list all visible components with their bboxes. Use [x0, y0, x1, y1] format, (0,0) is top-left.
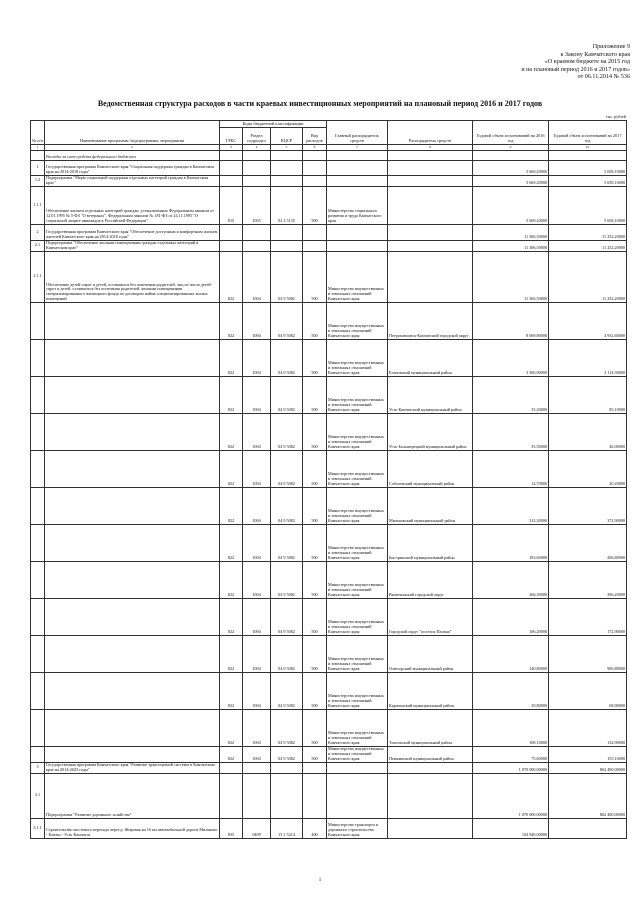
row-number [31, 376, 45, 413]
table-row [31, 487, 627, 524]
row-kvr: 500 [303, 635, 327, 672]
header-main-manager: Главный распорядитель средств [327, 121, 388, 145]
row-recipient [388, 175, 473, 186]
header-kvr: Вид расходов [303, 128, 327, 145]
row-main-manager: Министерство транспорта и дорожного строительства Камчатского края [327, 818, 388, 838]
row-grbs: 822 [220, 302, 243, 339]
row-name [45, 487, 220, 524]
header-grbs: ГРБС [220, 128, 243, 145]
row-grbs [220, 762, 243, 773]
row-section [243, 175, 271, 186]
row-ksr: 04 9 5082 [271, 339, 303, 376]
row-amount-2017: 296,20000 [549, 561, 627, 598]
row-amount-2016: 103,60000 [473, 524, 549, 561]
row-name: Обеспечение детей-сирот и детей, оставшихся без попечения родителей, лиц из числа детей-сирот и детей, оставшихся без попечения родителей, жилыми помещениями специализированного жилищного фонда по договорам найма специализированных жилых помещений [45, 251, 220, 302]
row-recipient [388, 818, 473, 838]
row-amount-2017: 206,80000 [549, 524, 627, 561]
row-section: 1004 [243, 302, 271, 339]
row-main-manager: Министерство имущественных и земельных отношений Камчатского края [327, 302, 388, 339]
row-kvr: 500 [303, 709, 327, 746]
row-ksr: 04 9 5082 [271, 598, 303, 635]
row-number [31, 561, 45, 598]
row-name [45, 524, 220, 561]
header-codes: Коды бюджетной классификации [220, 121, 327, 128]
row-name [45, 635, 220, 672]
table-row [31, 251, 627, 302]
table-row [31, 709, 627, 746]
header-2017: Годовой объем ассигнований на 2017 год [549, 121, 627, 145]
row-kvr: 400 [303, 818, 327, 838]
row-ksr: 04 9 5082 [271, 746, 303, 762]
row-ksr: 04 9 5082 [271, 376, 303, 413]
row-main-manager: Министерство имущественных и земельных отношений Камчатского края [327, 450, 388, 487]
table-row [31, 224, 627, 240]
row-amount-2016: 11 306,50000 [473, 240, 549, 251]
row-main-manager: Министерство имущественных и земельных отношений Камчатского края [327, 672, 388, 709]
row-amount-2016: 11 306,50000 [473, 224, 549, 240]
row-name [45, 413, 220, 450]
row-amount-2016: 5 669,20000 [473, 186, 549, 224]
expenditure-table [30, 120, 627, 839]
appendix-line: и на плановый период 2016 и 2017 годов» [521, 66, 630, 73]
row-grbs: 822 [220, 251, 243, 302]
row-amount-2016: 14,70000 [473, 450, 549, 487]
row-section: 1004 [243, 413, 271, 450]
row-recipient: Карагинский муниципальный район [388, 672, 473, 709]
row-amount-2017 [549, 818, 627, 838]
appendix-line: от 06.11.2014 № 536 [577, 74, 630, 81]
row-kvr: 500 [303, 339, 327, 376]
row-grbs: 822 [220, 746, 243, 762]
row-section [243, 160, 271, 175]
row-amount-2016: 1 070 000,00000 [473, 773, 549, 818]
header-num: № п/п [31, 121, 45, 145]
row-number [31, 450, 45, 487]
table-row [31, 160, 627, 175]
row-kvr [303, 762, 327, 773]
row-name: Государственная программа Камчатского края "Обеспечение доступным и комфортным жильем жителей Камчатского края на 2014-2018 годы" [45, 224, 220, 240]
row-main-manager: Министерство имущественных и земельных отношений Камчатского края [327, 339, 388, 376]
row-main-manager: Министерство имущественных и земельных отношений Камчатского края [327, 413, 388, 450]
table-row [31, 240, 627, 251]
row-amount-2016: 104 940,00000 [473, 818, 549, 838]
row-section: 1004 [243, 672, 271, 709]
table-row [31, 773, 627, 818]
row-name: Подпрограмма "Развитие дорожного хозяйства" [45, 773, 220, 818]
row-amount-2016: 140,80000 [473, 635, 549, 672]
row-grbs: 822 [220, 339, 243, 376]
row-section: 1004 [243, 561, 271, 598]
row-kvr [303, 773, 327, 818]
row-recipient [388, 251, 473, 302]
row-recipient: Пенжинский муниципальный район [388, 746, 473, 762]
row-number: 1.1.1 [31, 186, 45, 224]
row-number [31, 598, 45, 635]
row-section: 1004 [243, 376, 271, 413]
row-kvr [303, 175, 327, 186]
row-amount-2017: 155,10000 [549, 746, 627, 762]
row-name [45, 376, 220, 413]
row-amount-2016: 35,50000 [473, 413, 549, 450]
row-kvr: 500 [303, 376, 327, 413]
row-name [45, 709, 220, 746]
header-name: Наименование программы /подпрограммы, мероприятия [45, 121, 220, 145]
row-section: 1004 [243, 709, 271, 746]
row-amount-2017: 85,10000 [549, 376, 627, 413]
row-amount-2016: 11 306,50000 [473, 251, 549, 302]
column-number: 8 [388, 145, 473, 151]
row-section [243, 240, 271, 251]
row-ksr: 04 9 5082 [271, 450, 303, 487]
row-amount-2017: 11 252,20000 [549, 224, 627, 240]
row-name: Строительство мостового перехода через р. Жировая на 16 км автомобильной дороги Мильково - Ключи - Усть-Камчатск [45, 818, 220, 838]
row-grbs: 822 [220, 709, 243, 746]
row-main-manager [327, 762, 388, 773]
row-section: 1004 [243, 635, 271, 672]
row-main-manager [327, 773, 388, 818]
row-main-manager: Министерство имущественных и земельных отношений Камчатского края [327, 251, 388, 302]
row-recipient: Вилючинский городской округ [388, 561, 473, 598]
row-recipient [388, 762, 473, 773]
row-grbs: 822 [220, 598, 243, 635]
row-kvr: 500 [303, 598, 327, 635]
row-grbs [220, 224, 243, 240]
row-kvr: 500 [303, 746, 327, 762]
funding-source-label: Расходы за счет средств федерального бюджета [45, 150, 220, 160]
row-recipient: Усть-Камчатский муниципальный район [388, 376, 473, 413]
row-ksr: 04 9 5082 [271, 251, 303, 302]
row-name [45, 302, 220, 339]
row-amount-2016: 106,20000 [473, 598, 549, 635]
row-number [31, 302, 45, 339]
row-main-manager: Министерство имущественных и земельных отношений Камчатского края [327, 376, 388, 413]
row-section [243, 762, 271, 773]
row-number: 3.1 [31, 773, 45, 818]
row-name: Государственная программа Камчатского края "Развитие транспортной системы в Камчатском крае на 2014-2025 годы" [45, 762, 220, 773]
row-amount-2017: 68,90000 [549, 672, 627, 709]
row-kvr: 500 [303, 487, 327, 524]
appendix-line: к Закону Камчатского края [560, 51, 630, 58]
row-ksr [271, 160, 303, 175]
row-number: 3 [31, 762, 45, 773]
row-amount-2017: 5 658,10000 [549, 175, 627, 186]
row-recipient: Олюторский муниципальный район [388, 635, 473, 672]
table-row [31, 175, 627, 186]
row-ksr: 15 1 5214 [271, 818, 303, 838]
row-grbs: 822 [220, 524, 243, 561]
row-ksr [271, 773, 303, 818]
header-recipient: Распорядитель средств [388, 121, 473, 145]
row-number: 2.1 [31, 240, 45, 251]
row-grbs: 815 [220, 186, 243, 224]
row-grbs: 822 [220, 413, 243, 450]
row-amount-2017: 5 658,10000 [549, 160, 627, 175]
row-grbs: 822 [220, 635, 243, 672]
page-title: Ведомственная структура расходов в части краевых инвестиционных мероприятий на плановый период 2016 и 2017 годов [97, 99, 543, 108]
row-ksr: 04 9 5082 [271, 561, 303, 598]
row-number [31, 672, 45, 709]
row-ksr [271, 240, 303, 251]
row-grbs: 822 [220, 672, 243, 709]
row-section: 1004 [243, 746, 271, 762]
table-row [31, 302, 627, 339]
row-main-manager: Министерство имущественных и земельных отношений Камчатского края [327, 598, 388, 635]
table-row [31, 450, 627, 487]
row-section: 0409 [243, 818, 271, 838]
row-recipient: Тигильский муниципальный район [388, 709, 473, 746]
appendix-line: «О краевом бюджете на 2015 год [544, 59, 630, 66]
row-amount-2016: 312,30000 [473, 487, 549, 524]
row-recipient: Мильковский муниципальный район [388, 487, 473, 524]
row-kvr [303, 240, 327, 251]
row-number: 1.2 [31, 175, 45, 186]
row-amount-2017: 862 400,00000 [549, 762, 627, 773]
row-main-manager: Министерство имущественных и земельных отношений Камчатского края [327, 524, 388, 561]
table-row [31, 672, 627, 709]
row-main-manager [327, 175, 388, 186]
row-kvr: 500 [303, 251, 327, 302]
row-recipient: Елизовский муниципальный район [388, 339, 473, 376]
row-recipient [388, 224, 473, 240]
header-ksr: КЦСР [271, 128, 303, 145]
row-kvr: 500 [303, 413, 327, 450]
row-section: 1004 [243, 524, 271, 561]
row-number: 3.1.1 [31, 818, 45, 838]
units-label: тыс. рублей [606, 114, 626, 119]
row-name: Подпрограмма "Меры социальной поддержки отдельных категорий граждан в Камчатском крае" [45, 175, 220, 186]
row-kvr [303, 160, 327, 175]
column-number: 6 [303, 145, 327, 151]
column-number: 2 [45, 145, 220, 151]
row-ksr: 04 9 5082 [271, 413, 303, 450]
header-section: Раздел подраздел [243, 128, 271, 145]
row-amount-2016: 3 306,90000 [473, 339, 549, 376]
row-grbs: 822 [220, 487, 243, 524]
row-grbs [220, 175, 243, 186]
row-recipient [388, 773, 473, 818]
row-section: 1004 [243, 598, 271, 635]
row-amount-2017: 372,90000 [549, 487, 627, 524]
row-ksr: 04 9 5082 [271, 302, 303, 339]
row-main-manager [327, 224, 388, 240]
row-amount-2016: 266,30000 [473, 561, 549, 598]
row-main-manager: Министерство имущественных и земельных отношений Камчатского края [327, 746, 388, 762]
row-kvr [303, 224, 327, 240]
row-name [45, 339, 220, 376]
row-recipient: Петропавловск-Камчатский городской округ [388, 302, 473, 339]
row-kvr: 500 [303, 450, 327, 487]
row-section: 1004 [243, 487, 271, 524]
row-amount-2016: 108,10000 [473, 709, 549, 746]
row-name [45, 598, 220, 635]
row-number [31, 487, 45, 524]
table-row [31, 339, 627, 376]
column-number: 4 [243, 145, 271, 151]
table-row [31, 413, 627, 450]
row-number [31, 709, 45, 746]
appendix-line: Приложение 9 [592, 44, 630, 50]
row-amount-2016: 8 069,80000 [473, 302, 549, 339]
row-ksr: 04 9 5082 [271, 524, 303, 561]
row-grbs: 822 [220, 450, 243, 487]
row-number [31, 635, 45, 672]
row-section: 1003 [243, 186, 271, 224]
row-number: 1 [31, 160, 45, 175]
table-row [31, 818, 627, 838]
column-number: 10 [549, 145, 627, 151]
table-row [31, 376, 627, 413]
header-2016: Годовой объем ассигнований на 2016 год [473, 121, 549, 145]
row-main-manager: Министерство имущественных и земельных отношений Камчатского края [327, 561, 388, 598]
row-amount-2016: 75,60000 [473, 746, 549, 762]
row-name [45, 450, 220, 487]
row-amount-2017: 172,90000 [549, 598, 627, 635]
row-amount-2017: 862 400,00000 [549, 773, 627, 818]
row-amount-2017: 5 658,10000 [549, 186, 627, 224]
row-number [31, 524, 45, 561]
appendix-block [521, 44, 630, 82]
row-recipient [388, 240, 473, 251]
row-ksr: 04 9 5082 [271, 709, 303, 746]
row-ksr [271, 762, 303, 773]
row-number [31, 413, 45, 450]
row-number: 2.1.1 [31, 251, 45, 302]
table-row [31, 746, 627, 762]
column-number: 9 [473, 145, 549, 151]
row-recipient: Соболевский муниципальный район [388, 450, 473, 487]
row-main-manager: Министерство имущественных и земельных отношений Камчатского края [327, 487, 388, 524]
row-amount-2017: 4 932,60000 [549, 302, 627, 339]
table-row [31, 524, 627, 561]
column-number: 7 [327, 145, 388, 151]
row-main-manager [327, 240, 388, 251]
row-kvr: 500 [303, 672, 327, 709]
row-recipient [388, 186, 473, 224]
row-recipient: Быстринский муниципальный район [388, 524, 473, 561]
table-row [31, 635, 627, 672]
row-number [31, 746, 45, 762]
row-ksr: 04 9 5082 [271, 672, 303, 709]
row-name [45, 561, 220, 598]
table-row [31, 186, 627, 224]
funding-source-row [31, 150, 627, 160]
row-section [243, 224, 271, 240]
table-row [31, 598, 627, 635]
table-row [31, 561, 627, 598]
row-ksr: 04 9 5082 [271, 635, 303, 672]
row-amount-2016: 35,20000 [473, 376, 549, 413]
row-kvr: 500 [303, 186, 327, 224]
row-recipient [388, 160, 473, 175]
row-kvr: 500 [303, 524, 327, 561]
row-amount-2016: 29,80000 [473, 672, 549, 709]
row-section: 1004 [243, 450, 271, 487]
row-amount-2017: 11 252,20000 [549, 240, 627, 251]
row-ksr: 04 9 5082 [271, 487, 303, 524]
row-grbs: 822 [220, 376, 243, 413]
row-grbs [220, 240, 243, 251]
row-name [45, 746, 220, 762]
row-recipient: Усть-Большерецкий муниципальный район [388, 413, 473, 450]
row-ksr [271, 224, 303, 240]
row-grbs [220, 160, 243, 175]
column-number: 5 [271, 145, 303, 151]
row-amount-2017: 906,80000 [549, 635, 627, 672]
row-amount-2017: 20,20000 [549, 450, 627, 487]
row-kvr: 500 [303, 302, 327, 339]
row-recipient: Городской округ "поселок Палана" [388, 598, 473, 635]
column-number: 1 [31, 145, 45, 151]
row-main-manager: Министерство имущественных и земельных отношений Камчатского края [327, 709, 388, 746]
row-main-manager: Министерство имущественных и земельных отношений Камчатского края [327, 635, 388, 672]
row-amount-2017: 3 114,30000 [549, 339, 627, 376]
row-amount-2016: 5 669,20000 [473, 160, 549, 175]
page-number: 1 [318, 878, 322, 883]
row-grbs [220, 773, 243, 818]
row-name: Государственная программа Камчатского края "Социальная поддержка граждан в Камчатском крае на 2014-2018 годы" [45, 160, 220, 175]
row-section: 1004 [243, 339, 271, 376]
row-section [243, 773, 271, 818]
row-amount-2016: 5 669,20000 [473, 175, 549, 186]
row-section: 1004 [243, 251, 271, 302]
row-main-manager: Министерство социального развития и труда Камчатского края [327, 186, 388, 224]
row-amount-2016: 1 070 000,00000 [473, 762, 549, 773]
row-amount-2017: 11 252,20000 [549, 251, 627, 302]
row-number [31, 339, 45, 376]
row-amount-2017: 132,90000 [549, 709, 627, 746]
row-grbs: 822 [220, 561, 243, 598]
table-row [31, 762, 627, 773]
column-number: 3 [220, 145, 243, 151]
row-ksr: 02 2 5135 [271, 186, 303, 224]
row-kvr: 500 [303, 561, 327, 598]
row-main-manager [327, 160, 388, 175]
row-number: 2 [31, 224, 45, 240]
row-grbs: 835 [220, 818, 243, 838]
row-amount-2017: 46,00000 [549, 413, 627, 450]
row-name [45, 672, 220, 709]
row-name: Обеспечение жильем отдельных категорий граждан, установленных Федеральным законом от 12.01.1995 № 5-ФЗ "О ветеранах", Федеральным законом № 181-ФЗ от 24.11.1995 "О социальной защите инвалидов в Российской Федерации" [45, 186, 220, 224]
row-name: Подпрограмма "Обеспечение жилыми помещениями граждан отдельных категорий в Камчатском крае" [45, 240, 220, 251]
row-ksr [271, 175, 303, 186]
